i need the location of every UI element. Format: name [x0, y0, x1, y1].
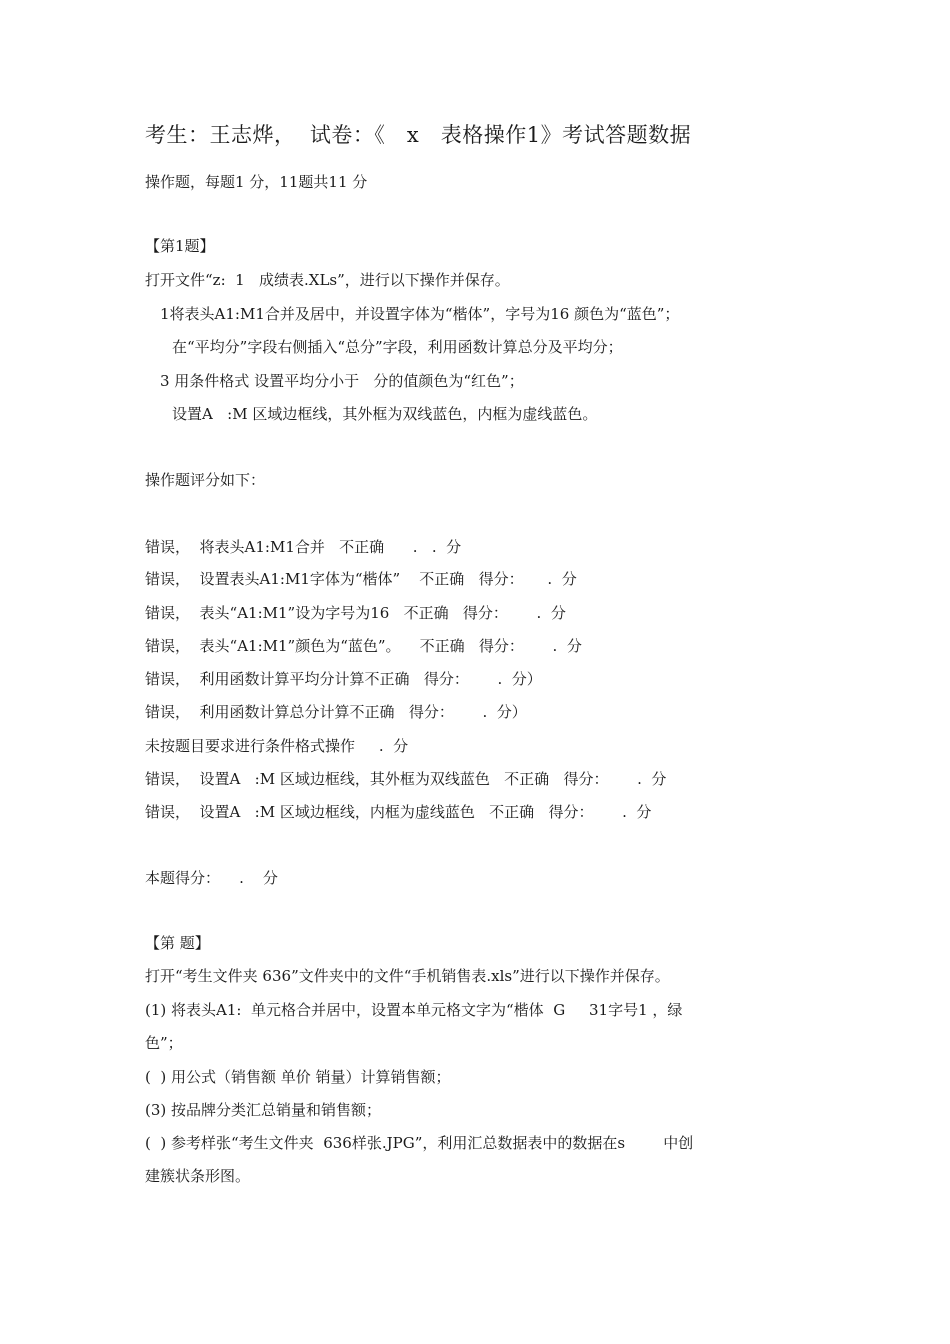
scoring-heading: 操作题评分如下： — [145, 471, 266, 489]
scoring-item: 错误， 利用函数计算平均分计算不正确 得分： . 分） — [145, 670, 542, 688]
question-2-step: (3) 按品牌分类汇总销量和销售额； — [145, 1101, 382, 1119]
question-1-step: 设置A :M 区域边框线，其外框为双线蓝色，内框为虚线蓝色。 — [172, 405, 598, 423]
scoring-total: 本题得分： . 分 — [145, 869, 278, 887]
scoring-item: 错误， 设置A :M 区域边框线，内框为虚线蓝色 不正确 得分： . 分 — [145, 803, 652, 821]
scoring-item: 错误， 表头“A1:M1”颜色为“蓝色”。 不正确 得分： . 分 — [145, 637, 582, 655]
scoring-item: 错误， 将表头A1:M1合并 不正确 . . 分 — [145, 538, 462, 556]
question-2-step: 色”； — [145, 1034, 183, 1052]
scoring-item: 错误， 表头“A1:M1”设为字号为16 不正确 得分： . 分 — [145, 604, 566, 622]
question-1-intro: 打开文件“z: 1 成绩表.XLs”，进行以下操作并保存。 — [145, 271, 510, 289]
question-1-heading: 【第1题】 — [145, 237, 215, 255]
scoring-item: 错误， 利用函数计算总分计算不正确 得分： . 分） — [145, 703, 527, 721]
page-title: 考生：王志烨， 试卷：《 x 表格操作1》考试答题数据 — [145, 123, 692, 147]
scoring-item: 未按题目要求进行条件格式操作 . 分 — [145, 737, 409, 755]
page-subtitle: 操作题，每题1 分，11题共11 分 — [145, 173, 368, 191]
question-1-step: 1将表头A1:M1合并及居中，并设置字体为“楷体”，字号为16 颜色为“蓝色”； — [160, 305, 680, 323]
question-2-step: ( ) 用公式（销售额 单价 销量）计算销售额； — [145, 1068, 451, 1086]
question-2-step: ( ) 参考样张“考生文件夹 636样张.JPG”，利用汇总数据表中的数据在s 中创 — [145, 1134, 694, 1152]
question-2-intro: 打开“考生文件夹 636”文件夹中的文件“手机销售表.xls”进行以下操作并保存。 — [145, 967, 670, 985]
question-2-step: 建簇状条形图。 — [145, 1167, 251, 1185]
question-1-step: 3 用条件格式 设置平均分小于 分的值颜色为“红色”； — [160, 372, 524, 390]
scoring-item: 错误， 设置表头A1:M1字体为“楷体” 不正确 得分： . 分 — [145, 570, 577, 588]
question-2-step: (1) 将表头A1: 单元格合并居中，设置本单元格文字为“楷体 G 31字号1 ，绿 — [145, 1001, 683, 1019]
question-2-heading: 【第 题】 — [145, 934, 210, 952]
scoring-item: 错误， 设置A :M 区域边框线，其外框为双线蓝色 不正确 得分： . 分 — [145, 770, 667, 788]
question-1-step: 在“平均分”字段右侧插入“总分”字段，利用函数计算总分及平均分； — [172, 338, 623, 356]
